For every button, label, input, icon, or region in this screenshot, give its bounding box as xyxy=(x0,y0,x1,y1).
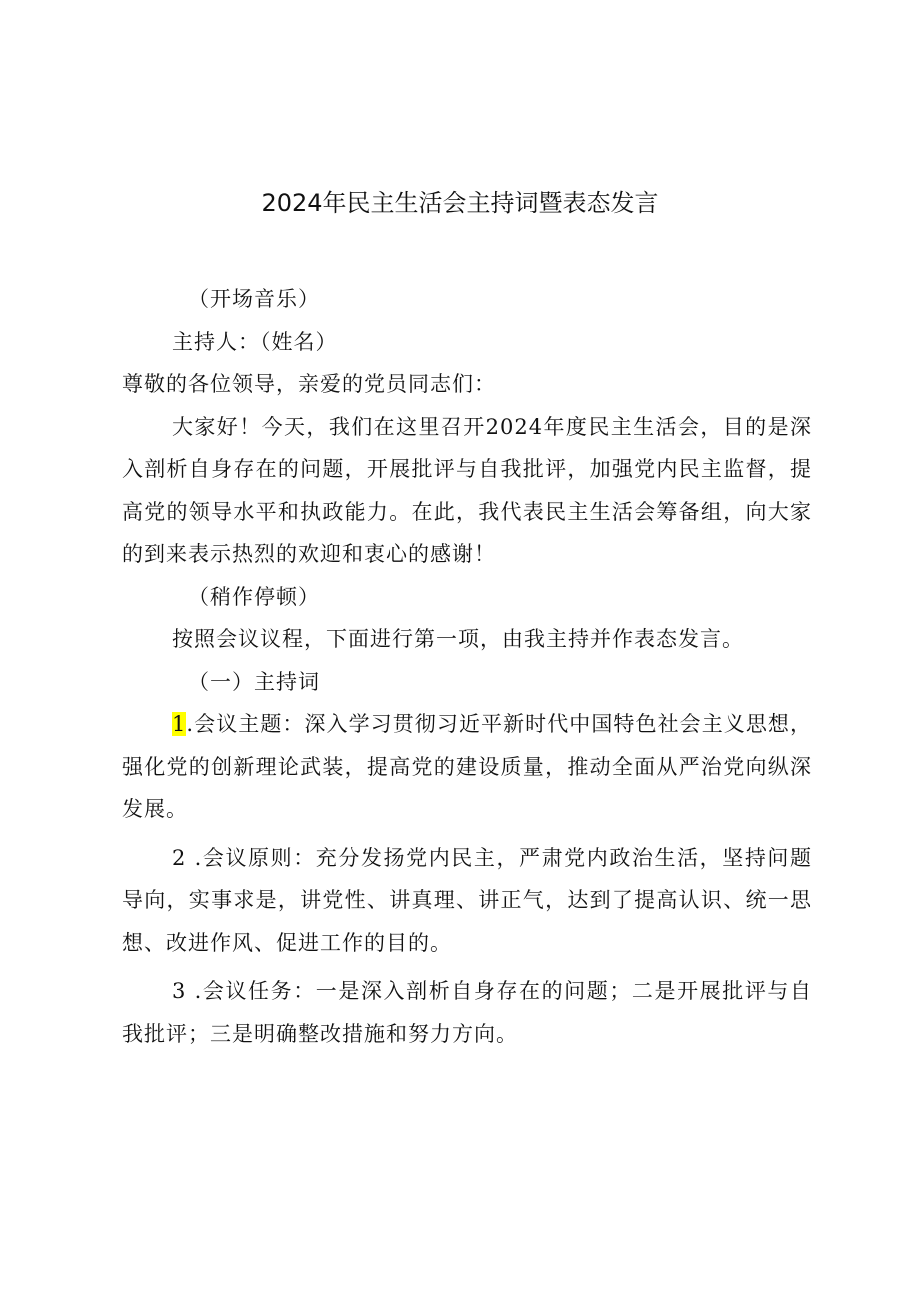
list-item xyxy=(122,970,812,1055)
document-body xyxy=(122,278,812,1055)
opening-paragraph: 大家好！今天，我们在这里召开2024年度民主生活会，目的是深入剖析自身存在的问题，开展批评与自我批评，加强党内民主监督，提高党的领导水平和执政能力。在此，我代表民主生活会筹备组，向大家的到来表示热烈的欢迎和衷心的感谢！ xyxy=(122,414,812,566)
item-number: 3 xyxy=(172,979,187,1003)
section-heading: （一）主持词 xyxy=(188,669,320,694)
stage-direction-open: （开场音乐） xyxy=(188,287,320,311)
list-item xyxy=(122,703,812,831)
item-text: .会议原则：充分发扬党内民主，严肃党内政治生活，坚持问题导向，实事求是，讲党性、讲真理、讲正气，达到了提高认识、统一思想、改进作风、促进工作的目的。 xyxy=(122,845,812,955)
document-title: 2024年民主生活会主持词暨表态发言 xyxy=(261,189,659,217)
item-number: 2 xyxy=(172,845,187,870)
host-line: 主持人：（姓名） xyxy=(172,329,338,354)
stage-direction-pause: （稍作停顿） xyxy=(188,584,320,609)
item-text: .会议主题：深入学习贯彻习近平新时代中国特色社会主义思想，强化党的创新理论武装，提高党的建设质量，推动全面从严治党向纵深发展。 xyxy=(122,712,812,821)
item-text: .会议任务：一是深入剖析自身存在的问题；二是开展批评与自我批评；三是明确整改措施和努力方向。 xyxy=(122,979,812,1046)
salutation: 尊敬的各位领导，亲爱的党员同志们： xyxy=(122,372,496,396)
agenda-line: 按照会议议程，下面进行第一项，由我主持并作表态发言。 xyxy=(172,627,744,651)
list-item xyxy=(122,837,812,965)
item-number-highlight: 1 xyxy=(172,712,187,736)
